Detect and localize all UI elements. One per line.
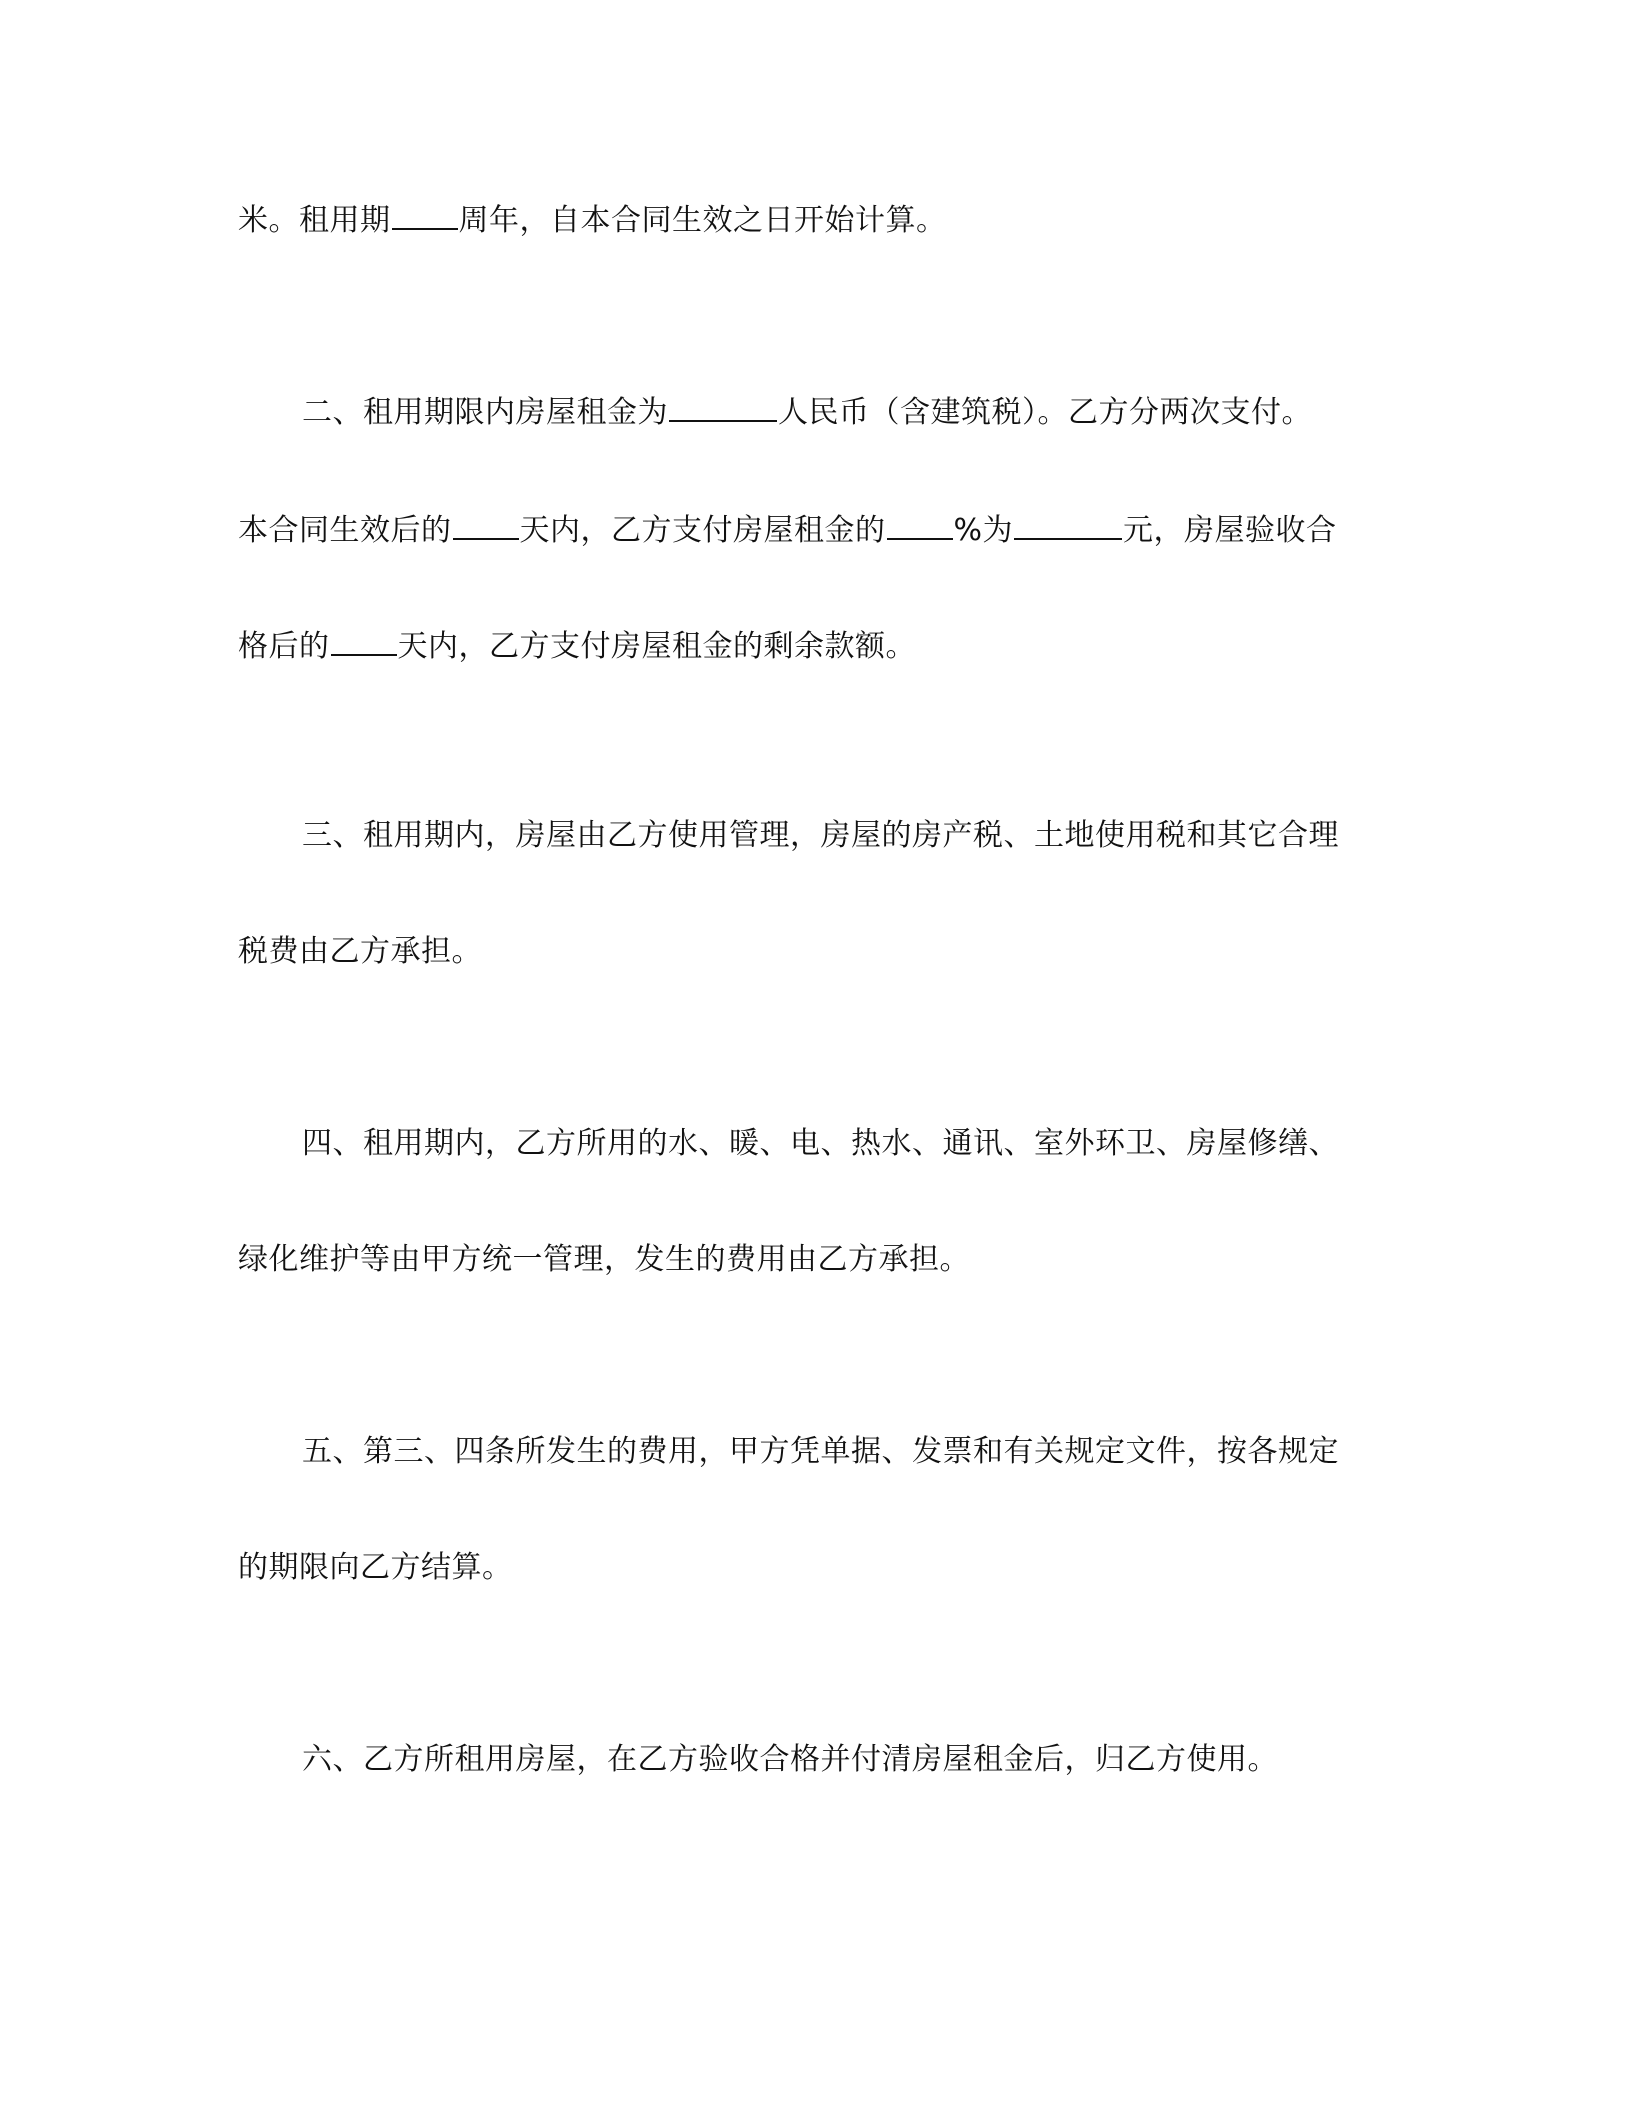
text-segment: 元，房屋验收合 bbox=[1123, 513, 1337, 548]
text-segment: 人民币（含建筑税）。乙方分两次支付。 bbox=[778, 395, 1312, 430]
clause-5-line-2 bbox=[238, 1548, 513, 1588]
blank-percent-field[interactable] bbox=[887, 508, 953, 540]
clause-4-line-2 bbox=[238, 1240, 970, 1280]
clause-3-line-2 bbox=[238, 932, 482, 972]
blank-years-field[interactable] bbox=[392, 198, 458, 230]
clause-6-line-1 bbox=[302, 1740, 1278, 1780]
text-segment: 格后的 bbox=[238, 629, 330, 664]
text-segment: 的期限向乙方结算。 bbox=[238, 1550, 513, 1585]
text-segment: 二、租用期限内房屋租金为 bbox=[302, 395, 668, 430]
text-segment: 绿化维护等由甲方统一管理，发生的费用由乙方承担。 bbox=[238, 1242, 970, 1277]
clause-2-line-2 bbox=[238, 508, 1337, 551]
text-segment: 天内，乙方支付房屋租金的 bbox=[519, 513, 886, 548]
text-segment: 三、租用期内，房屋由乙方使用管理，房屋的房产税、土地使用税和其它合理 bbox=[302, 818, 1339, 853]
text-segment: %为 bbox=[953, 513, 1014, 548]
clause-3-line-1 bbox=[302, 816, 1339, 856]
text-segment: 五、第三、四条所发生的费用，甲方凭单据、发票和有关规定文件，按各规定 bbox=[302, 1434, 1339, 1469]
blank-first-payment-field[interactable] bbox=[1014, 508, 1122, 540]
clause-5-line-1 bbox=[302, 1432, 1339, 1472]
clause-2-line-3 bbox=[238, 624, 916, 667]
text-segment: 米。租用期 bbox=[238, 203, 391, 238]
blank-remaining-days-field[interactable] bbox=[331, 624, 397, 656]
text-segment: 周年，自本合同生效之日开始计算。 bbox=[458, 203, 947, 238]
text-segment: 四、租用期内，乙方所用的水、暖、电、热水、通讯、室外环卫、房屋修缮、 bbox=[302, 1126, 1339, 1161]
text-segment: 六、乙方所租用房屋，在乙方验收合格并付清房屋租金后，归乙方使用。 bbox=[302, 1742, 1278, 1777]
clause-4-line-1 bbox=[302, 1124, 1339, 1164]
clause-1-continuation-line bbox=[238, 198, 947, 241]
clause-2-line-1 bbox=[302, 390, 1312, 433]
text-segment: 税费由乙方承担。 bbox=[238, 934, 482, 969]
text-segment: 天内，乙方支付房屋租金的剩余款额。 bbox=[397, 629, 916, 664]
text-segment: 本合同生效后的 bbox=[238, 513, 452, 548]
blank-days-field[interactable] bbox=[453, 508, 519, 540]
blank-rent-amount-field[interactable] bbox=[669, 390, 777, 422]
